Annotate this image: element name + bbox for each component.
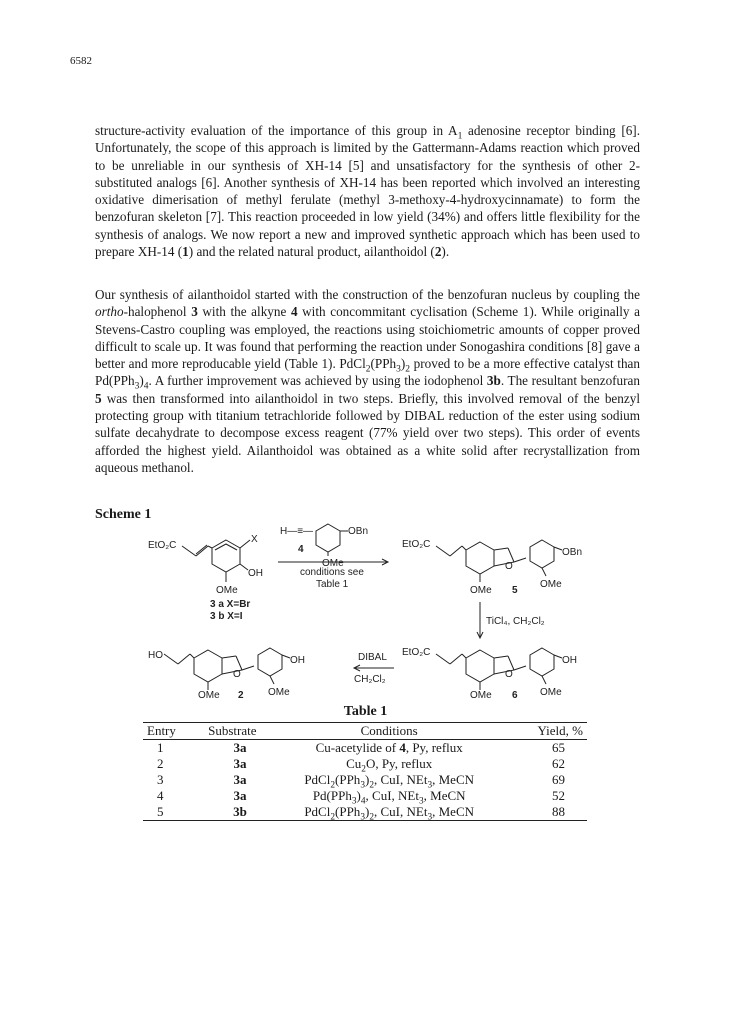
header-yield: Yield, %: [537, 723, 583, 738]
cell-substrate: 3a: [233, 772, 247, 787]
label-conditions: conditions see: [300, 567, 364, 578]
compound-5-structure: [436, 540, 562, 582]
label-6: 6: [512, 690, 518, 700]
label-ch2cl2: CH₂Cl₂: [354, 674, 386, 685]
label-obn-4: OBn: [348, 526, 369, 537]
label-ome-6b: OMe: [540, 687, 562, 698]
compound-6-structure: [436, 648, 562, 690]
results-table: [143, 722, 587, 821]
label-5: 5: [512, 585, 518, 596]
label-ho-2: HO: [148, 650, 163, 661]
label-3a: 3 a X=Br: [210, 599, 251, 610]
label-alkyne-h: H—≡—: [280, 526, 314, 537]
label-obn-5: OBn: [562, 547, 583, 558]
cell-substrate: 3b: [233, 804, 247, 819]
label-3b: 3 b X=I: [210, 611, 243, 622]
cell-entry: 1: [157, 740, 164, 755]
table-row: [143, 740, 587, 757]
label-ome-2a: OMe: [198, 690, 220, 700]
label-ticl4: TiCl₄, CH₂Cl₂: [486, 616, 545, 627]
header-conditions: Conditions: [360, 723, 418, 738]
cell-conditions: $PdCl_2(PPh_3)_2$, CuI, NEt$_3$, MeCN: [304, 772, 475, 791]
table-row: [143, 772, 587, 788]
label-ome-5b: OMe: [540, 579, 562, 590]
cell-substrate: 3a: [233, 788, 247, 803]
label-o-ring5: O: [505, 561, 513, 572]
table-title: Table 1: [343, 704, 388, 719]
cell-conditions: $Cu_2O$, Py, reflux: [346, 756, 433, 775]
cell-yield: 88: [552, 804, 565, 819]
compound-2-structure: [164, 648, 290, 690]
label-o-ring2: O: [233, 669, 241, 680]
label-4: 4: [298, 544, 304, 555]
table-row: [143, 804, 587, 821]
label-oh-3: OH: [248, 568, 263, 579]
label-o-ring6: O: [505, 669, 513, 680]
cell-conditions: Cu-acetylide of 4, Py, reflux: [315, 740, 463, 755]
label-oh-2: OH: [290, 655, 305, 666]
label-eto2c-5: EtO₂C: [402, 539, 431, 550]
cell-conditions: $Pd(PPh_3)_4$, CuI, NEt$_3$, MeCN: [312, 788, 466, 807]
label-ome-6a: OMe: [470, 690, 492, 700]
cell-entry: 2: [157, 756, 164, 771]
scheme-title: Scheme 1: [95, 507, 152, 522]
cell-entry: 5: [157, 804, 164, 819]
table-row: [143, 756, 587, 772]
label-eto2c-6: EtO₂C: [402, 647, 431, 658]
cell-yield: 52: [552, 788, 565, 803]
reaction-scheme: [130, 520, 600, 700]
cell-substrate: 3a: [233, 740, 247, 755]
label-dibal: DIBAL: [358, 652, 387, 663]
label-ome-4: OMe: [322, 558, 344, 569]
label-eto2c-3: EtO₂C: [148, 540, 177, 551]
table-row: [143, 788, 587, 804]
cell-substrate: 3a: [233, 756, 247, 771]
label-x-3: X: [251, 534, 258, 545]
cell-yield: 62: [552, 756, 565, 771]
cell-yield: 69: [552, 772, 565, 787]
paragraph-intro: structure-activity evaluation of the importance of this group in $A_1$ adenosine receptor binding [6]. Unfortunately, the scope of this approach is limited by the Gattermann-Adams reaction which proved to be unreliable in our synthesis of XH-14 [5] and unsatisfactory for the synthesis of other 2-substituted analogs [6]. Another synthesis of XH-14 has been reported which involved an interesting oxidative dimerisation of methyl ferulate (methyl 3-methoxy-4-hydroxycinnamate) to form the benzofuran skeleton [7]. This reaction proceeded in low yield (34%) and offers little flexibility for the synthesis of analogs. We now report a new and improved synthetic approach which has been used to prepare XH-14 (1) and the related natural product, ailanthoidol (2).: [95, 123, 640, 260]
arrow-debenzylation: [477, 602, 483, 638]
arrow-reduction: [354, 665, 394, 671]
cell-conditions: $PdCl_2(PPh_3)_2$, CuI, NEt$_3$, MeCN: [304, 804, 475, 823]
label-table1-ref: Table 1: [316, 579, 349, 590]
compound-4-structure: [316, 524, 348, 556]
label-2: 2: [238, 690, 244, 700]
compound-3-structure: [182, 540, 250, 582]
label-oh-6: OH: [562, 655, 577, 666]
label-ome-5a: OMe: [470, 585, 492, 596]
label-ome-2b: OMe: [268, 687, 290, 698]
table-header-row: [143, 723, 587, 740]
paragraph-synthesis: Our synthesis of ailanthoidol started with the construction of the benzofuran nucleus by coupling the ortho-halophenol 3 with the alkyne 4 with concommitant cyclisation (Scheme 1). While originally a Stevens-Castro coupling was employed, the reactions using stoichiometric amounts of copper proved difficult to scale up. It was found that performing the reaction under Sonogashira conditions [8] gave a better and more reproducable yield (Table 1). $PdCl_2(PPh_3)_2$ proved to be a more effective catalyst than $Pd(PPh_3)_4$. A further improvement was achieved by using the iodophenol 3b. The resultant benzofuran 5 was then transformed into ailanthoidol in two steps. Briefly, this involved removal of the benzyl protecting group with titanium tetrachloride followed by DIBAL reduction of the ester using sodium sulfate decahydrate to decompose excess reagent (77% yield over two steps). This order of events afforded the highest yield. Ailanthoidol was obtained as a white solid after recrystallization from aqueous methanol.: [95, 287, 640, 475]
cell-entry: 3: [157, 772, 164, 787]
header-substrate: Substrate: [208, 723, 257, 738]
page-number: 6582: [70, 55, 92, 67]
label-ome-3: OMe: [216, 585, 238, 596]
cell-entry: 4: [157, 788, 164, 803]
cell-yield: 65: [552, 740, 565, 755]
header-entry: Entry: [147, 723, 176, 738]
